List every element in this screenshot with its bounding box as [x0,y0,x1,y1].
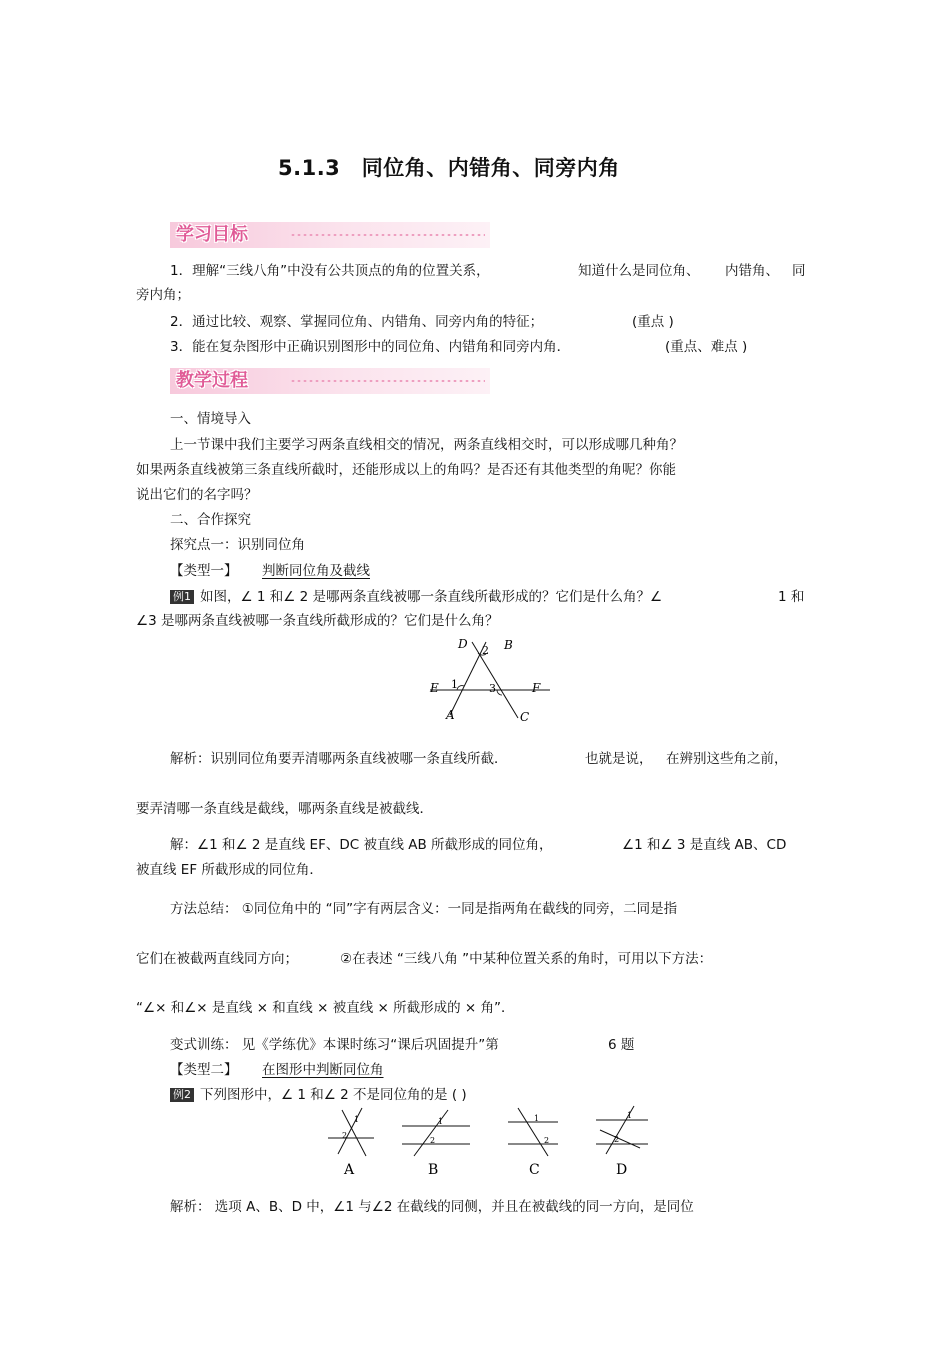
intro-paragraph-2: 如果两条直线被第三条直线所截时，还能形成以上的角吗？是否还有其他类型的角呢？你能 [136,462,676,478]
heading-explore: 二、合作探究 [170,512,251,528]
goal-1-text-c: 内错角、 [725,263,779,279]
option-B-figure [402,1110,470,1156]
type-1-tag: 【类型一】 [170,563,238,579]
goal-1-text: 1．理解“三线八角”中没有公共顶点的角的位置关系， [170,263,490,279]
type-2-name: 在图形中判断同位角 [262,1062,384,1078]
practice-number: 6 题 [608,1037,635,1053]
goal-3-text: 3．能在复杂图形中正确识别图形中的同位角、内错角和同旁内角． [170,339,571,355]
intro-paragraph-3: 说出它们的名字吗？ [136,487,258,503]
svg-text:2: 2 [614,1135,620,1144]
goal-1-text-b: 知道什么是同位角、 [578,263,700,279]
section-banner-goals [170,222,490,248]
analysis-1-c: 在辨别这些角之前， [666,751,788,767]
example-1-line-1 [170,588,662,606]
page-title: 5.1.3 同位角、内错角、同旁内角 [278,156,620,180]
label-C: C [520,710,530,724]
option-B-label: B [428,1162,439,1178]
analysis-1-a: 解析：识别同位角要弄清哪两条直线被哪一条直线所截． [170,751,508,767]
svg-text:2: 2 [544,1136,550,1145]
svg-text:1: 1 [354,1115,360,1124]
solution-1-a: 解：∠1 和∠ 2 是直线 EF、DC 被直线 AB 所截形成的同位角， [170,837,553,853]
banner-label: 教学过程 [176,370,248,391]
example-1-text: 如图，∠ 1 和∠ 2 是哪两条直线被哪一条直线所截形成的？它们是什么角？∠ [200,589,663,605]
label-E: E [430,681,439,695]
type-2-tag: 【类型二】 [170,1062,238,1078]
analysis-1-d: 要弄清哪一条直线是截线，哪两条直线是被截线． [136,801,433,817]
example-1-line-1-end: 1 和 [778,589,805,605]
option-C-figure [508,1108,558,1156]
label-F: F [532,681,541,695]
label-2: 2 [482,644,489,657]
heading-intro: 一、情境导入 [170,411,251,427]
goal-2-text: 2．通过比较、观察、掌握同位角、内错角、同旁内角的特征； [170,314,544,330]
goal-2-tag: (重点 ) [632,314,674,330]
solution-1-b: ∠1 和∠ 3 是直线 AB、CD [622,837,787,853]
analysis-1-b: 也就是说， [585,751,653,767]
section-banner-process [170,368,490,394]
label-1: 1 [451,678,458,691]
example-2-question: 下列图形中，∠ 1 和∠ 2 不是同位角的是 ( ) [200,1087,467,1103]
banner-dots [290,379,485,383]
svg-text:2: 2 [342,1131,348,1140]
goal-1-text-d: 同 [792,263,806,279]
option-D-figure [596,1106,648,1154]
method-summary-a: 方法总结： ①同位角中的 “同”字有两层含义：一同是指两角在截线的同旁，二同是指 [170,901,678,917]
practice-text: 变式训练： 见《学练优》本课时练习“课后巩固提升”第 [170,1037,499,1053]
example-2-options-figure [322,1104,662,1180]
label-3: 3 [489,682,496,695]
intro-paragraph-1: 上一节课中我们主要学习两条直线相交的情况，两条直线相交时，可以形成哪几种角？ [170,437,683,453]
heading-point-1: 探究点一：识别同位角 [170,537,305,553]
banner-dots [290,233,485,237]
method-summary-b: 它们在被截两直线同方向； [136,951,298,967]
example-2-line [170,1086,467,1104]
svg-text:1: 1 [438,1117,444,1126]
option-A-figure [328,1108,374,1156]
banner-label: 学习目标 [176,224,248,245]
label-A: A [446,708,455,722]
figure-three-lines [420,630,560,730]
analysis-2: 解析： 选项 A、B、D 中，∠1 与∠2 在截线的同侧，并且在被截线的同一方向，是同位 [170,1199,694,1215]
method-summary-d: “∠× 和∠× 是直线 × 和直线 × 被直线 × 所截形成的 × 角”． [136,1000,515,1016]
example-1-badge: 例1 [170,590,194,604]
svg-text:2: 2 [430,1136,436,1145]
svg-text:1: 1 [627,1111,633,1120]
example-1-line-2: ∠3 是哪两条直线被哪一条直线所截形成的？它们是什么角？ [136,613,499,629]
option-D-label: D [616,1162,628,1178]
goal-1-text-e: 旁内角； [136,287,190,303]
method-summary-c: ②在表述 “三线八角 ”中某种位置关系的角时，可用以下方法： [340,951,713,967]
type-1-name: 判断同位角及截线 [262,563,370,579]
goal-3-tag: (重点、难点 ) [665,339,748,355]
solution-1-c: 被直线 EF 所截形成的同位角． [136,862,323,878]
example-2-badge: 例2 [170,1088,194,1102]
option-C-label: C [529,1162,540,1178]
option-A-label: A [344,1162,355,1178]
label-D: D [458,637,468,651]
svg-text:1: 1 [534,1114,540,1123]
label-B: B [504,638,513,652]
